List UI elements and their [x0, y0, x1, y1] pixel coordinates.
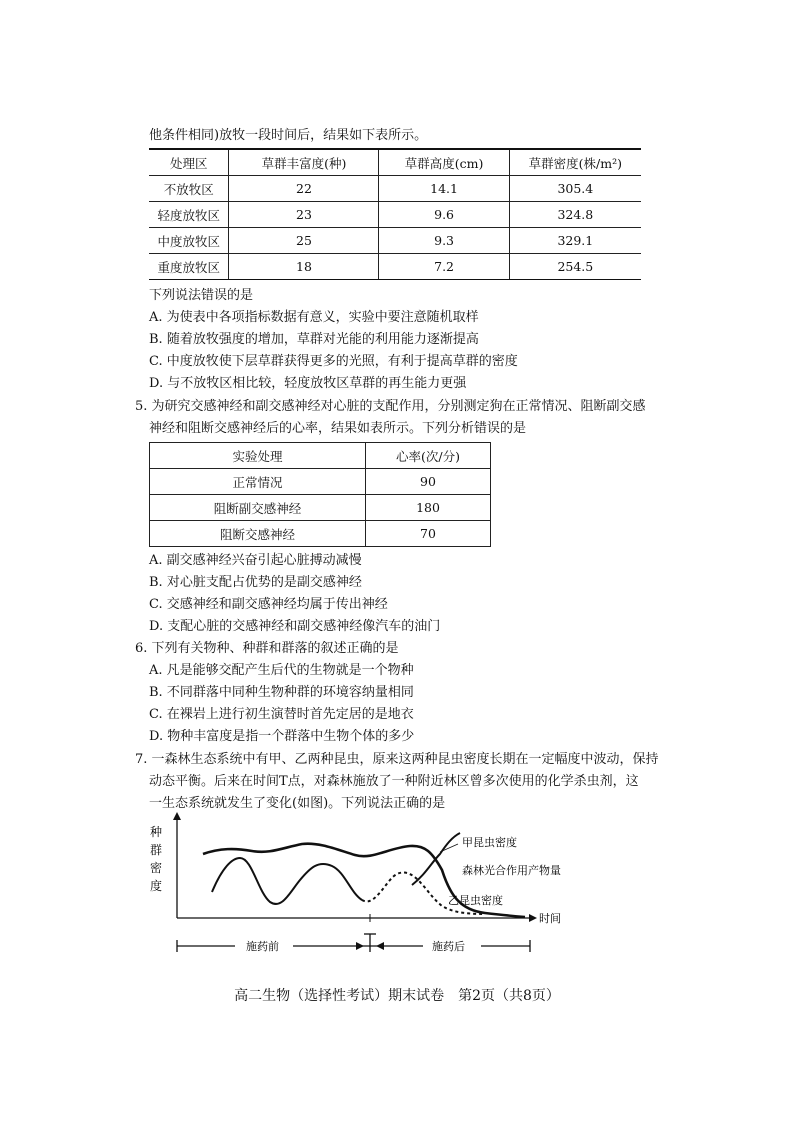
table-header-cell: 处理区 — [149, 149, 229, 176]
q4-option-d: D. 与不放牧区相比较，轻度放牧区草群的再生能力更强 — [149, 376, 467, 391]
table-header-cell: 草群高度(cm) — [379, 149, 509, 176]
table-cell: 轻度放牧区 — [149, 202, 229, 228]
table-cell: 23 — [229, 202, 379, 228]
q4-option-c: C. 中度放牧使下层草群获得更多的光照，有利于提高草群的密度 — [149, 354, 518, 369]
q4-stem: 下列说法错误的是 — [149, 288, 254, 303]
q6-option-d: D. 物种丰富度是指一个群落中生物个体的多少 — [149, 729, 415, 744]
table-cell: 90 — [366, 469, 491, 495]
timeline-after-label: 施药后 — [432, 940, 465, 953]
y-axis-label-char: 种 — [150, 825, 163, 839]
timeline-before-label: 施药前 — [246, 940, 279, 953]
series-yi-line — [212, 858, 362, 904]
table-header-row — [149, 149, 641, 176]
table-cell: 中度放牧区 — [149, 228, 229, 254]
table-cell: 9.6 — [379, 202, 509, 228]
table-cell: 18 — [229, 254, 379, 280]
q5-option-c: C. 交感神经和副交感神经均属于传出神经 — [149, 597, 388, 612]
q7-stem-line1: 7. 一森林生态系统中有甲、乙两种昆虫，原来这两种昆虫密度长期在一定幅度中波动，保持 — [135, 752, 659, 767]
table-row — [150, 521, 491, 547]
table-cell: 70 — [366, 521, 491, 547]
table-cell: 不放牧区 — [149, 176, 229, 202]
label-leader — [440, 844, 458, 852]
table-header-cell: 草群密度(株/m²) — [509, 149, 641, 176]
q4-option-a: A. 为使表中各项指标数据有意义，实验中要注意随机取样 — [149, 310, 479, 325]
q5-stem-line2: 神经和阻断交感神经后的心率，结果如表所示。下列分析错误的是 — [149, 421, 527, 436]
q7-stem-line3: 一生态系统就发生了变化(如图)。下列说法正确的是 — [149, 796, 446, 811]
x-axis-arrow-icon — [529, 914, 537, 922]
heart-rate-table — [149, 442, 491, 547]
table-header-cell: 草群丰富度(种) — [229, 149, 379, 176]
series-photosynthesis-line — [412, 833, 460, 885]
y-axis-arrow-icon — [173, 812, 181, 820]
q4-intro-line: 他条件相同)放牧一段时间后，结果如下表所示。 — [149, 128, 428, 143]
table-cell: 阻断交感神经 — [150, 521, 366, 547]
table-cell: 正常情况 — [150, 469, 366, 495]
q6-option-a: A. 凡是能够交配产生后代的生物就是一个物种 — [149, 663, 414, 678]
q6-option-b: B. 不同群落中同种生物种群的环境容纳量相同 — [149, 685, 414, 700]
table-cell: 305.4 — [509, 176, 641, 202]
q6-stem: 6. 下列有关物种、种群和群落的叙述正确的是 — [135, 641, 399, 656]
table-header-row — [150, 443, 491, 469]
series-yi-label: 乙昆虫密度 — [448, 894, 503, 907]
q5-stem-line1: 5. 为研究交感神经和副交感神经对心脏的支配作用，分别测定狗在正常情况、阻断副交感 — [135, 399, 646, 414]
table-header-cell: 实验处理 — [150, 443, 366, 469]
y-axis-label-char: 度 — [150, 879, 163, 893]
q7-stem-line2: 动态平衡。后来在时间T点，对森林施放了一种附近林区曾多次使用的化学杀虫剂，这 — [149, 774, 639, 789]
q6-option-c: C. 在裸岩上进行初生演替时首先定居的是地衣 — [149, 707, 414, 722]
page-footer: 高二生物（选择性考试）期末试卷 第2页（共8页） — [234, 988, 560, 1004]
table-header-cell: 心率(次/分) — [366, 443, 491, 469]
q5-option-b: B. 对心脏支配占优势的是副交感神经 — [149, 575, 362, 590]
grazing-table — [149, 148, 641, 280]
table-row — [149, 228, 641, 254]
timeline-arrow-left-icon — [356, 942, 364, 950]
y-axis-label-char: 密 — [150, 861, 163, 875]
table-row — [149, 202, 641, 228]
table-row — [150, 495, 491, 521]
insect-density-chart — [140, 810, 610, 970]
table-row — [150, 469, 491, 495]
timeline-arrow-right-icon — [376, 942, 384, 950]
table-cell: 14.1 — [379, 176, 509, 202]
table-cell: 180 — [366, 495, 491, 521]
table-cell: 329.1 — [509, 228, 641, 254]
table-cell: 254.5 — [509, 254, 641, 280]
q4-option-b: B. 随着放牧强度的增加，草群对光能的利用能力逐渐提高 — [149, 332, 479, 347]
q5-option-a: A. 副交感神经兴奋引起心脏搏动减慢 — [149, 553, 362, 568]
series-jia-label: 甲昆虫密度 — [462, 836, 517, 849]
table-cell: 阻断副交感神经 — [150, 495, 366, 521]
table-cell: 324.8 — [509, 202, 641, 228]
table-row — [149, 254, 641, 280]
table-cell: 22 — [229, 176, 379, 202]
series-photosynthesis-label: 森林光合作用产物量 — [462, 864, 561, 877]
q5-option-d: D. 支配心脏的交感神经和副交感神经像汽车的油门 — [149, 619, 441, 634]
table-row — [149, 176, 641, 202]
table-cell: 25 — [229, 228, 379, 254]
table-cell: 9.3 — [379, 228, 509, 254]
x-axis-label: 时间 — [539, 912, 561, 925]
table-cell: 7.2 — [379, 254, 509, 280]
table-cell: 重度放牧区 — [149, 254, 229, 280]
y-axis-label-char: 群 — [150, 843, 163, 857]
